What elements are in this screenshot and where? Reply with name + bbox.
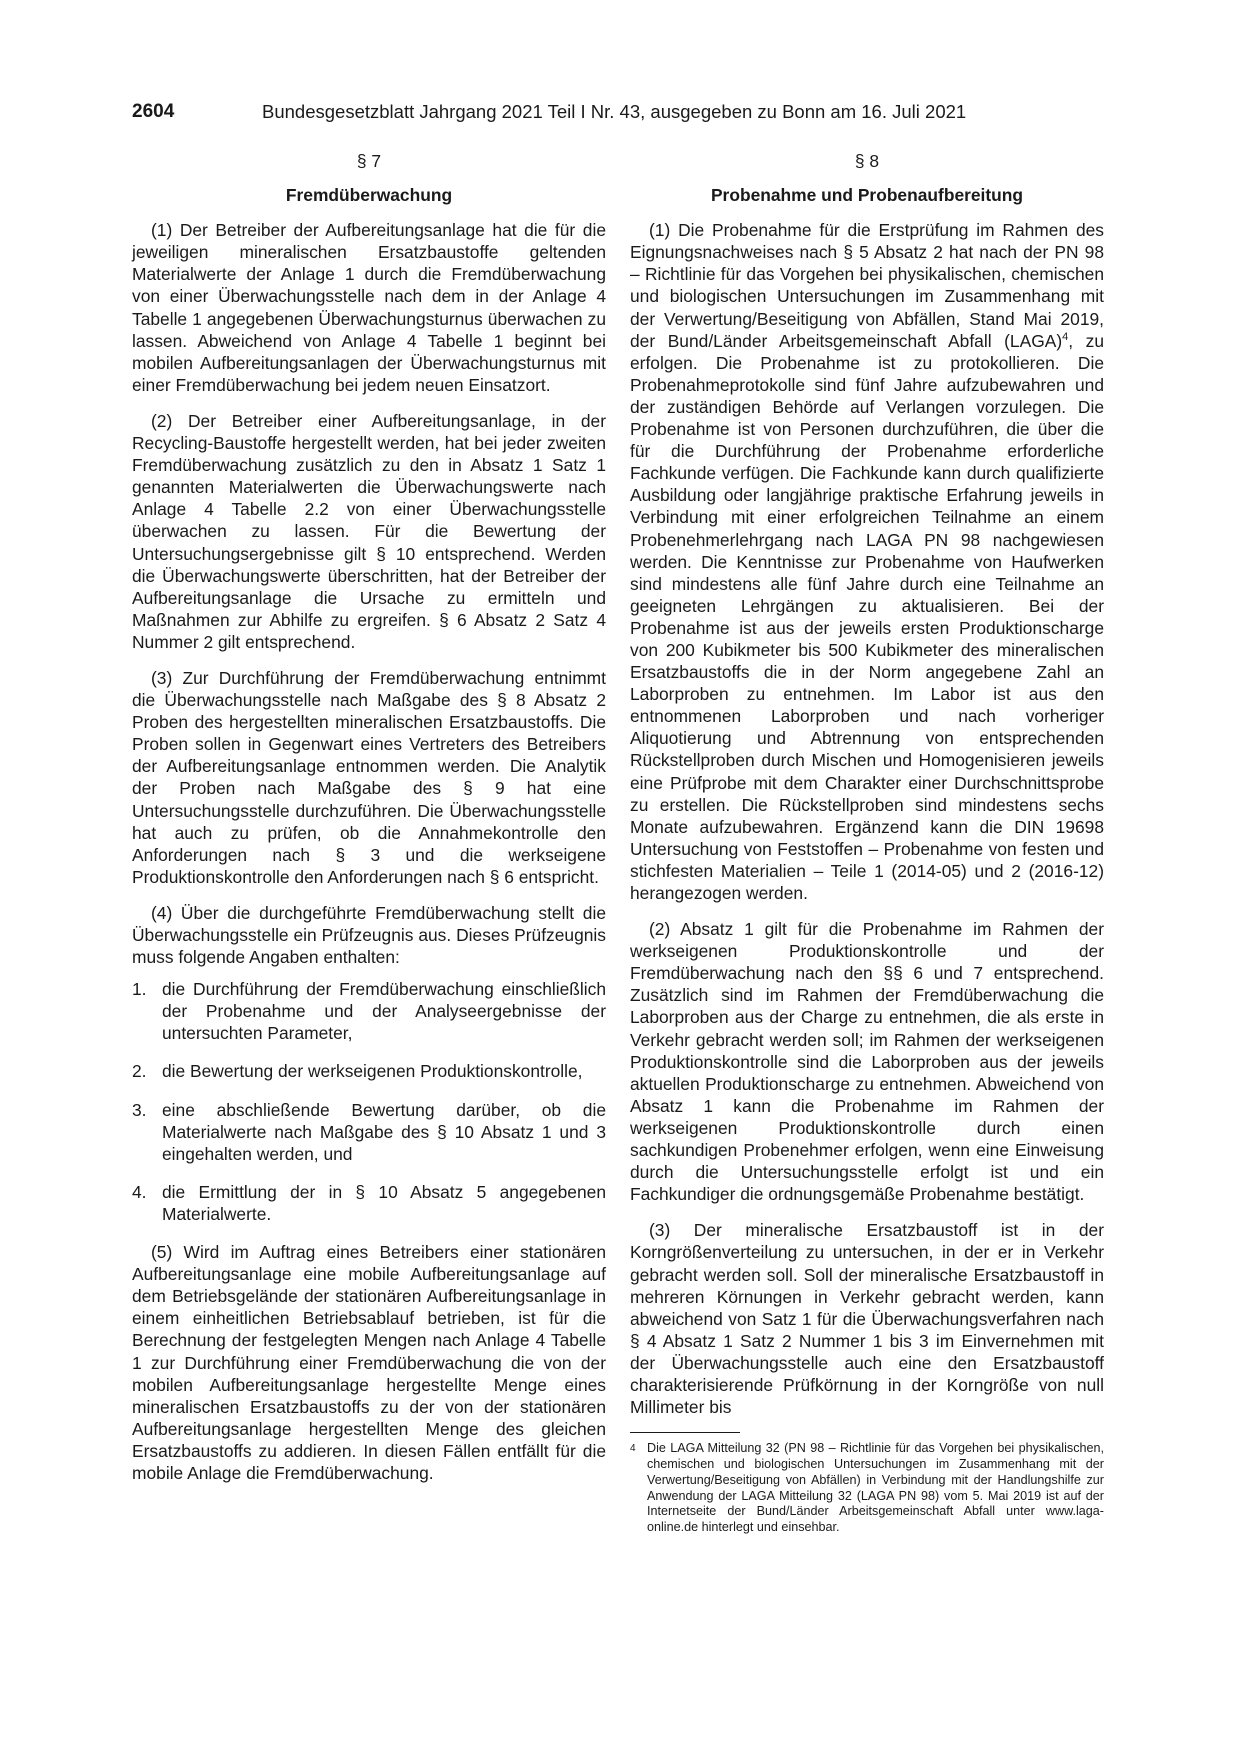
list-item xyxy=(132,1060,606,1082)
paragraph: (1) Der Betreiber der Aufbereitungsanlage hat die für die jeweiligen mineralischen Ersatzbaustoffe geltenden Materialwerte der Anlage 1 durch die Fremdüberwachung von einer Überwachungsstelle nach dem in der Anlage 4 Tabelle 1 angegebenen Überwachungsturnus überwachen zu lassen. Abweichend von Anlage 4 Tabelle 1 beginnt bei mobilen Aufbereitungsanlagen der Überwachungsturnus mit einer Fremdüberwachung bei jedem neuen Einsatzort. xyxy=(132,220,606,395)
list-item-text: die Bewertung der werkseigenen Produktionskontrolle, xyxy=(162,1061,583,1082)
footnote-text: Die LAGA Mitteilung 32 (PN 98 – Richtlinie für das Vorgehen bei physikalischen, chemischen und biologischen Untersuchungen im Zusammenhang mit der Verwertung/Beseitigung von Abfällen) in Verbindung mit der Handlungshilfe zur Anwendung der LAGA Mitteilung 32 (LAGA PN 98) vom 5. Mai 2019 ist auf der Internetseite der Bund/Länder Arbeitsgemeinschaft Abfall unter www.laga-online.de hinterlegt und einsehbar. xyxy=(647,1441,1104,1535)
right-column xyxy=(630,150,1104,1536)
list-item-text: die Ermittlung der in § 10 Absatz 5 angegebenen Materialwerte. xyxy=(162,1181,606,1224)
paragraph xyxy=(630,219,1104,904)
list-item-number: 3. xyxy=(132,1099,147,1120)
list-item-text: die Durchführung der Fremdüberwachung einschließlich der Probenahme und der Analyseergebnisse der untersuchten Parameter, xyxy=(162,979,606,1044)
footnote xyxy=(630,1441,1104,1536)
paragraph: (2) Absatz 1 gilt für die Probenahme im Rahmen der werkseigenen Produktionskontrolle und der Fremdüberwachung nach den §§ 6 und 7 entsprechend. Zusätzlich sind im Rahmen der Fremdüberwachung die Laborproben aus der Charge zu entnehmen, die als erste in Verkehr gebracht werden soll; im Rahmen der werkseigenen Produktionskontrolle sind die Laborproben aus der jeweils aktuellen Produktionscharge zu entnehmen. Abweichend von Absatz 1 kann die Probenahme im Rahmen der werkseigenen Produktionskontrolle durch einen sachkundigen Probenehmer erfolgen, wenn eine Einweisung durch die Untersuchungsstelle erfolgt ist und ein Fachkundiger die ordnungsgemäße Probenahme bestätigt. xyxy=(630,919,1104,1205)
paragraph-text: , zu erfolgen. Die Probenahme ist zu protokollieren. Die Probenahmeprotokolle sind fünf Jahre aufzubewahren und der zuständigen Behörde auf Verlangen vorzulegen. Die Probenahme ist von Personen durchzuführen, die über die für die Durchführung der Probenahme erforderliche Fachkunde verfügen. Die Fachkunde kann durch qualifizierte Ausbildung oder langjährige praktische Erfahrung jeweils in Verbindung mit einer erfolgreichen Teilnahme an einem Probenehmerlehrgang nach LAGA PN 98 nachgewiesen werden. Die Kenntnisse zur Probenahme von Haufwerken sind mindestens alle fünf Jahre durch eine Teilnahme an geeigneten Lehrgängen zu aktualisieren. Bei der Probenahme ist aus der jeweils ersten Produktionscharge von 200 Kubikmeter bis 500 Kubikmeter des mineralischen Ersatzbaustoffs die in der Norm angegebene Zahl an Laborproben zu entnehmen. Im Labor ist aus den entnommenen Laborproben und nach vorheriger Aliquotierung und Abtrennung von entsprechenden Rückstellproben durch Mischen und Homogenisieren jeweils eine Prüfprobe mit dem Charakter einer Durchschnittsprobe zu erstellen. Die Rückstellproben sind mindestens sechs Monate aufzubewahren. Ergänzend kann die DIN 19698 Untersuchung von Feststoffen – Probenahme von festen und stichfesten Materialien – Teile 1 (2014-05) und 2 (2016-12) herangezogen werden. xyxy=(630,330,1104,903)
section-number: § 8 xyxy=(854,151,880,171)
list-item-number: 1. xyxy=(132,979,147,1000)
list-item xyxy=(132,1099,606,1165)
running-header: Bundesgesetzblatt Jahrgang 2021 Teil I Nr. 43, ausgegeben zu Bonn am 16. Juli 2021 xyxy=(262,101,967,122)
footnote-divider xyxy=(630,1432,740,1433)
paragraph: (2) Der Betreiber einer Aufbereitungsanlage, in der Recycling-Baustoffe hergestellt werden, hat bei jeder zweiten Fremdüberwachung zusätzlich zu den in Absatz 1 Satz 1 genannten Materialwerten die Überwachungswerte nach Anlage 4 Tabelle 2.2 von einer Überwachungsstelle überwachen zu lassen. Für die Bewertung der Untersuchungsergebnisse gilt § 10 entsprechend. Werden die Überwachungswerte überschritten, hat der Betreiber der Aufbereitungsanlage die Ursache zu ermitteln und Maßnahmen zur Abhilfe zu ergreifen. § 6 Absatz 2 Satz 4 Nummer 2 gilt entsprechend. xyxy=(132,410,606,652)
paragraph: (5) Wird im Auftrag eines Betreibers einer stationären Aufbereitungsanlage eine mobile Aufbereitungsanlage auf dem Betriebsgelände der stationären Aufbereitungsanlage in einem einheitlichen Betriebsablauf betrieben, ist für die Berechnung der festgelegten Mengen nach Anlage 4 Tabelle 1 zur Durchführung einer Fremdüberwachung die von der mobilen Aufbereitungsanlage hergestellte Menge eines mineralischen Ersatzbaustoffs zu der von der stationären Aufbereitungsanlage hergestellten Menge des gleichen Ersatzbaustoffs zu addieren. In diesen Fällen entfällt für die mobile Anlage die Fremdüberwachung. xyxy=(132,1242,606,1483)
paragraph: (4) Über die durchgeführte Fremdüberwachung stellt die Überwachungsstelle ein Prüfzeugnis aus. Dieses Prüfzeugnis muss folgende Angaben enthalten: xyxy=(132,902,606,968)
page-number: 2604 xyxy=(132,101,175,122)
section-title: Probenahme und Probenaufbereitung xyxy=(710,185,1024,206)
paragraph: (3) Zur Durchführung der Fremdüberwachung entnimmt die Überwachungsstelle nach Maßgabe des § 8 Absatz 2 Proben des hergestellten mineralischen Ersatzbaustoffs. Die Proben sollen in Gegenwart eines Vertreters des Betreibers der Aufbereitungsanlage entnommen werden. Die Analytik der Proben nach Maßgabe des § 9 hat eine Untersuchungsstelle durchzuführen. Die Überwachungsstelle hat auch zu prüfen, ob die Annahmekontrolle den Anforderungen nach § 3 und die werkseigene Produktionskontrolle den Anforderungen nach § 6 entspricht. xyxy=(132,667,606,887)
footnote-reference: 4 xyxy=(1062,330,1069,343)
list-item-number: 4. xyxy=(132,1181,147,1202)
list-item-text: eine abschließende Bewertung darüber, ob die Materialwerte nach Maßgabe des § 10 Absatz 1 und 3 eingehalten werden, und xyxy=(162,1099,606,1164)
list-item xyxy=(132,978,606,1044)
section-title: Fremdüberwachung xyxy=(285,185,453,206)
paragraph-text: (1) Die Probenahme für die Erstprüfung im Rahmen des Eignungsnachweises nach § 5 Absatz 2 hat nach der PN 98 – Richtlinie für das Vorgehen bei physikalischen, chemischen und biologischen Untersuchungen im Zusammenhang mit der Verwertung/Beseitigung von Abfällen, Stand Mai 2019, der Bund/Länder Arbeitsgemeinschaft Abfall (LAGA) xyxy=(630,220,1104,351)
paragraph: (3) Der mineralische Ersatzbaustoff ist in der Korngrößenverteilung zu untersuchen, in der er in Verkehr gebracht werden soll. Soll der mineralische Ersatzbaustoff in mehreren Körnungen in Verkehr gebracht werden, kann abweichend von Satz 1 für die Überwachungsverfahren nach § 4 Absatz 1 Satz 2 Nummer 1 bis 3 im Einvernehmen mit der Überwachungsstelle auch eine den Ersatzbaustoff charakterisierende Prüfkörnung in der Korngröße von null Millimeter bis xyxy=(630,1220,1104,1418)
left-column xyxy=(132,150,606,1498)
footnote-mark: 4 xyxy=(630,1443,636,1455)
list-item-number: 2. xyxy=(132,1061,147,1082)
enumerated-list xyxy=(132,978,606,1225)
list-item xyxy=(132,1181,606,1225)
section-number: § 7 xyxy=(356,151,382,171)
